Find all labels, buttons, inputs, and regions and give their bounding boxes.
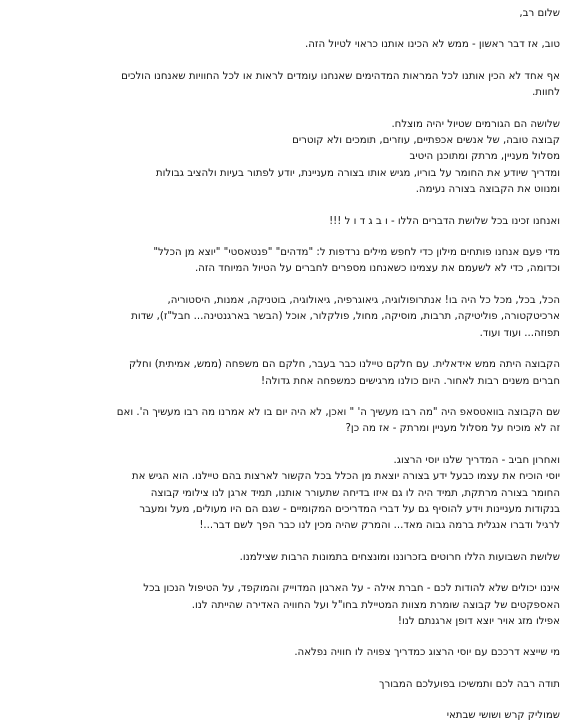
text-line: זה לא מוכיח על מסלול מעניין ומרתק - אז מה כן?	[345, 423, 560, 435]
group-paragraph	[10, 357, 560, 390]
opening-paragraph	[10, 37, 560, 53]
won-all-paragraph	[10, 214, 560, 230]
text-line: מי שייצא דרככם עם יוסי הרצוג כמדריך צפויה לו חוויה נפלאה.	[294, 647, 560, 659]
text-line: לחוות.	[532, 87, 560, 99]
text-line: שלושת השבועות הללו חרוטים בזכרוננו ומונצחים בתמונות הרבות שצילמנו.	[239, 551, 560, 563]
text-line: טוב, אז דבר ראשון - ממש לא הכינו אותנו כראוי לטיול הזה.	[305, 39, 560, 51]
text-line: קבוצה טובה, של אנשים אכפתיים, עוזרים, תומכים ולא קוטרים	[292, 135, 560, 147]
text-line: הכל, בכל, מכל כל היה בו! אנתרופולוגיה, גיאוגרפיה, גיאולוגיה, בוטניקה, אמנות, היסטוריה,	[167, 294, 560, 306]
text-line: איננו יכולים שלא להודות לכם - חברת אילה - על הארגון המדוייק והמוקפד, על הטיפול הנכון בכל	[143, 583, 560, 595]
memories-paragraph	[10, 550, 560, 566]
text-line: הקבוצה היתה ממש אידאלית. עם חלקם טיילנו כבר בעבר, חלקם הם משפחה (ממש, אמיתית) וחלק	[129, 359, 560, 371]
text-line: אף אחד לא הכין אותנו לכל המראות המדהימים שאנחנו עומדים לראות או לכל החוויות שאנחנו הולכים	[121, 70, 560, 82]
text-line: ואנחנו זכינו בכל שלושת הדברים הללו - ו ב ג ד ו ל !!!	[329, 215, 560, 227]
signature	[10, 708, 560, 724]
success-factors-paragraph	[10, 117, 560, 199]
text-line: האספקטים של קבוצה שומרת מצוות המטיילת בחו"ל ועל החוויה האדירה שהייתה לנו.	[191, 599, 560, 611]
recommendation-paragraph	[10, 645, 560, 661]
text-line: ומנווט את הקבוצה בצורה נעימה.	[415, 184, 560, 196]
signature-names: שמוליק קרש ושושי שבתאי	[446, 710, 560, 722]
text-line: מדי פעם אנחנו פותחים מילון כדי לחפש מילים נרדפות ל: "מדהים" "פנטאסטי" "יוצא מן הכלל"	[153, 247, 560, 259]
thanks-company-paragraph	[10, 581, 560, 630]
text-line: ומדריך שיודע את החומר על בוריו, מגיש אותו בצורה מעניינת, יודע לפתור בעיות ולהציב גבולות	[155, 167, 560, 179]
closing-paragraph	[10, 677, 560, 693]
text-line: בנקודות מעניינות וידע להוסיף גם על דברי המדריכים המקומיים - שגם הם היו מעולים, מעל ומעבר	[139, 503, 560, 515]
whatsapp-paragraph	[10, 405, 560, 438]
text-line: חברים משנים רבות לאחור. היום כולנו מרגישים כמשפחה אחת גדולה!	[261, 375, 560, 387]
text-line: יוסי הוכיח את עצמו כבעל ידע בצורה יוצאת מן הכלל בכל הקשור לארצות בהם טיילנו. הוא הגיש את	[131, 471, 560, 483]
greeting	[10, 6, 560, 22]
sights-paragraph	[10, 69, 560, 102]
text-line: ארכיטקטורה, פוליטיקה, תרבות, מוסיקה, מחול, פולקלור, אוכל (הבשר בארגנטינה... חבל"ז), שדות	[131, 311, 560, 323]
text-line: תפוזה... ועוד ועוד.	[479, 327, 560, 339]
text-line: מסלול מעניין, מרתק ומתוכנן היטיב	[409, 151, 560, 163]
text-line: ואחרון חביב - המדריך שלנו יוסי הרצוג.	[393, 454, 560, 466]
text-line: לרגיל ודברו אנגלית ברמה גבוה מאד... והמרק שהיה מכין לנו כבר הפך לשם דבר...!	[199, 520, 560, 532]
text-line: וכדומה, כדי לא לשעמם את עצמינו כשאנחנו מספרים לחברים על הטיול המיוחד הזה.	[194, 263, 560, 275]
text-line: שלושה הם הגורמים שטיול יהיה מוצלח.	[391, 118, 560, 130]
dictionary-paragraph	[10, 245, 560, 278]
text-line: אפילו מזג אויר יוצא דופן ארגנתם לנו!	[397, 615, 560, 627]
topics-paragraph	[10, 293, 560, 342]
text-line: שם הקבוצה בוואטסאפ היה "מה רבו מעשיך ה' " ואכן, לא היה יום בו לא אמרנו מה רבו מעשיך ה'. ואם	[116, 406, 560, 418]
text-line: תודה רבה לכם ותמשיכו בפועלכם המבורך	[379, 678, 560, 690]
text-line: החומר בצורה מרתקת, תמיד היה לו גם איזו בדיחה שתעורר אותנו, תמיד ארגן לנו צילומי קבוצה	[150, 487, 560, 499]
text-line: שלום רב,	[519, 8, 560, 19]
guide-paragraph	[10, 453, 560, 535]
